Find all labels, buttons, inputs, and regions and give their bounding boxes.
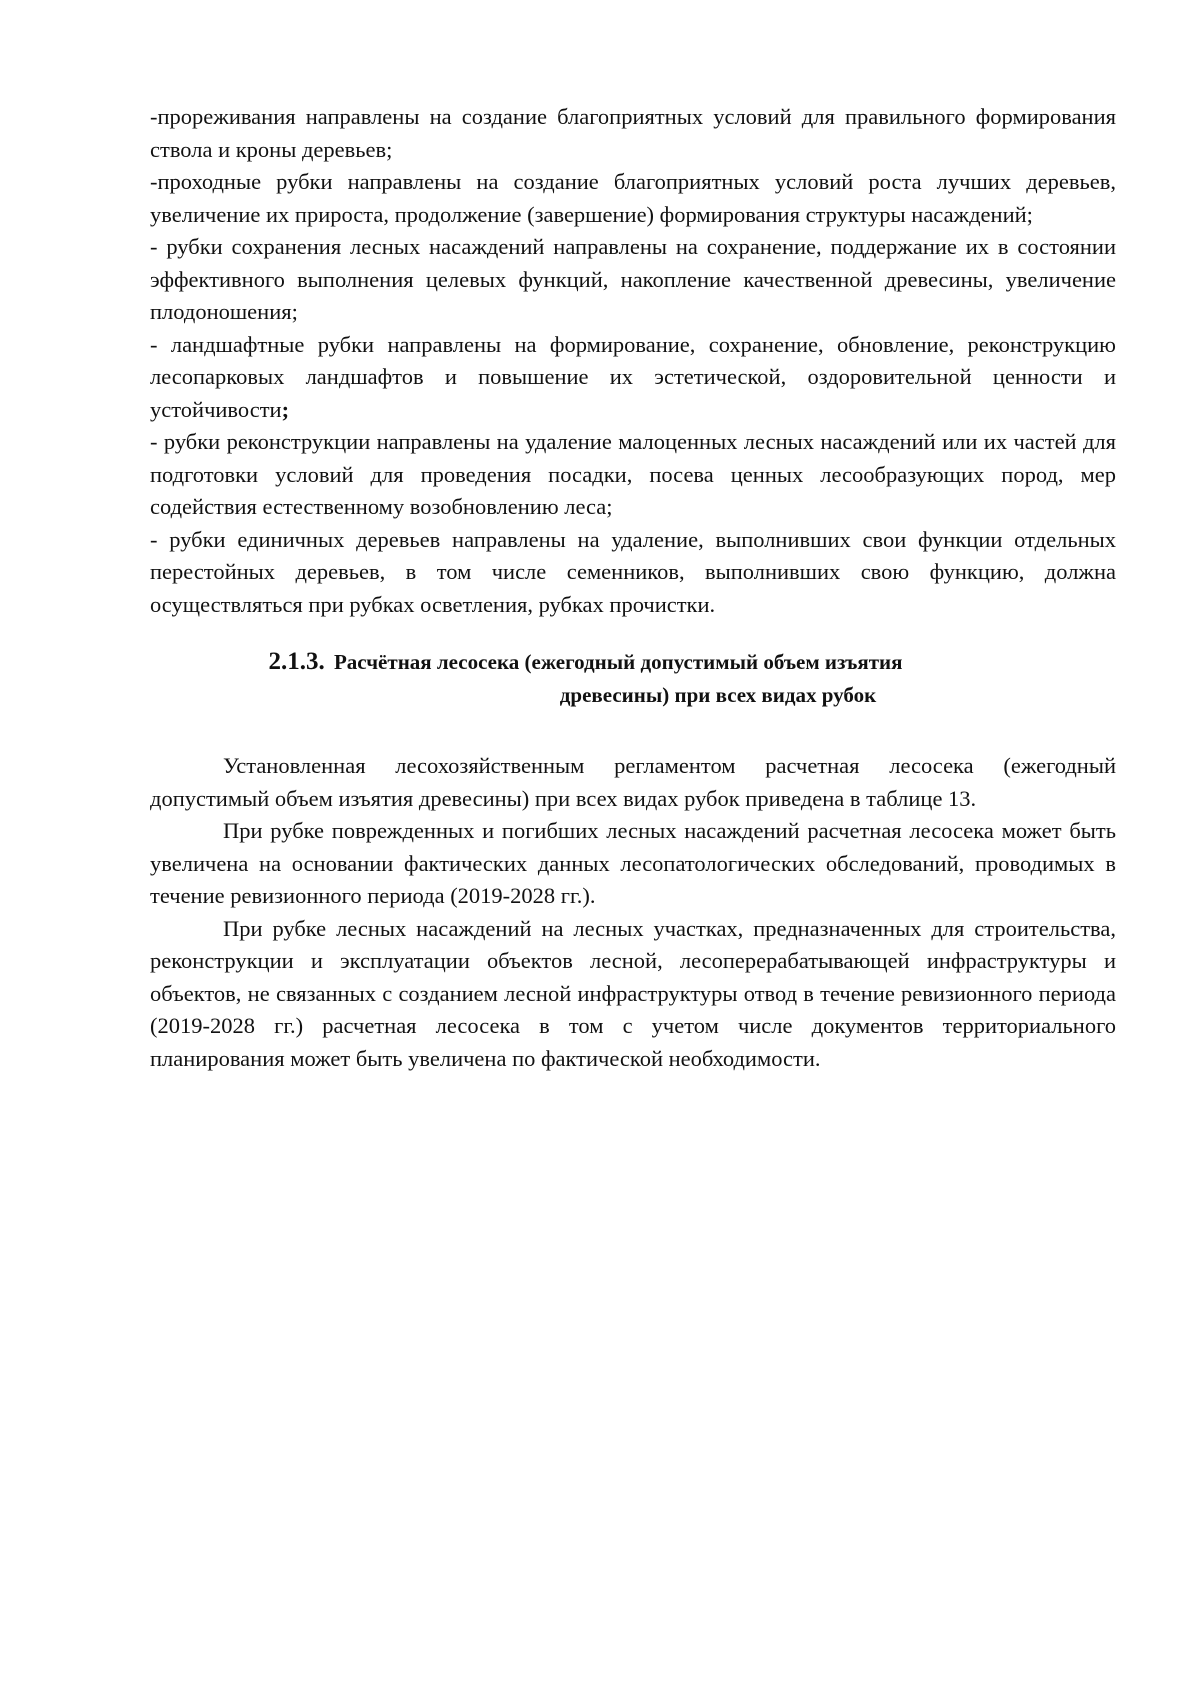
section-heading	[150, 645, 1116, 712]
document-body	[150, 101, 1116, 1075]
section-heading-line-1	[150, 645, 1116, 679]
bullet-landscape-suffix: ;	[281, 396, 290, 422]
bullet-single-tree-cutting: - рубки единичных деревьев направлены на удаление, выполнивших свои функции отдельных перестойных деревьев, в том числе семенников, выполнивших свою функцию, должна осуществляться при рубках осветления, рубках прочистки.	[150, 526, 1116, 617]
section-title-part-1: Расчётная лесосека (ежегодный допустимый объем изъятия	[333, 650, 903, 674]
bullet-reconstruction-cutting: - рубки реконструкции направлены на удаление малоценных лесных насаждений или их частей для подготовки условий для проведения посадки, посева ценных лесообразующих пород, мер содействия естественному возобновлению леса;	[150, 429, 1116, 519]
bullet-preservation-cutting: - рубки сохранения лесных насаждений направлены на сохранение, поддержание их в состоянии эффективного выполнения целевых функций, накопление качественной древесины, увеличение плодоношения;	[150, 234, 1116, 324]
bullet-thinning: -прореживания направлены на создание благоприятных условий для правильного формирования ствола и кроны деревьев;	[150, 104, 1116, 162]
paragraph-allowable-cut: Установленная лесохозяйственным регламентом расчетная лесосека (ежегодный допустимый объем изъятия древесины) при всех видах рубок приведена в таблице 13.	[150, 753, 1116, 811]
paragraph-infrastructure: При рубке лесных насаждений на лесных участках, предназначенных для строительства, реконструкции и эксплуатации объектов лесной, лесоперерабатывающей инфраструктуры и объектов, не связанных с созданием лесной инфраструктуры отвод в течение ревизионного периода (2019-2028 гг.) расчетная лесосека в том с учетом числе документов территориального планирования может быть увеличена по фактической необходимости.	[150, 915, 1116, 1071]
bullet-passage-cutting: -проходные рубки направлены на создание благоприятных условий роста лучших деревьев, увеличение их прироста, продолжение (завершение) формирования структуры насаждений;	[150, 169, 1116, 227]
paragraph-damaged-stands: При рубке поврежденных и погибших лесных насаждений расчетная лесосека может быть увеличена на основании фактических данных лесопатологических обследований, проводимых в течение ревизионного периода (2019-2028 гг.).	[150, 818, 1116, 908]
bullet-landscape-cutting	[150, 329, 1116, 427]
section-number: 2.1.3.	[268, 648, 325, 675]
bullet-landscape-text: - ландшафтные рубки направлены на формирование, сохранение, обновление, реконструкцию лесопарковых ландшафтов и повышение их эстетической, оздоровительной ценности и устойчивости	[150, 331, 1116, 422]
spacer	[150, 712, 1116, 750]
section-heading-line-2: древесины) при всех видах рубок	[559, 683, 877, 707]
